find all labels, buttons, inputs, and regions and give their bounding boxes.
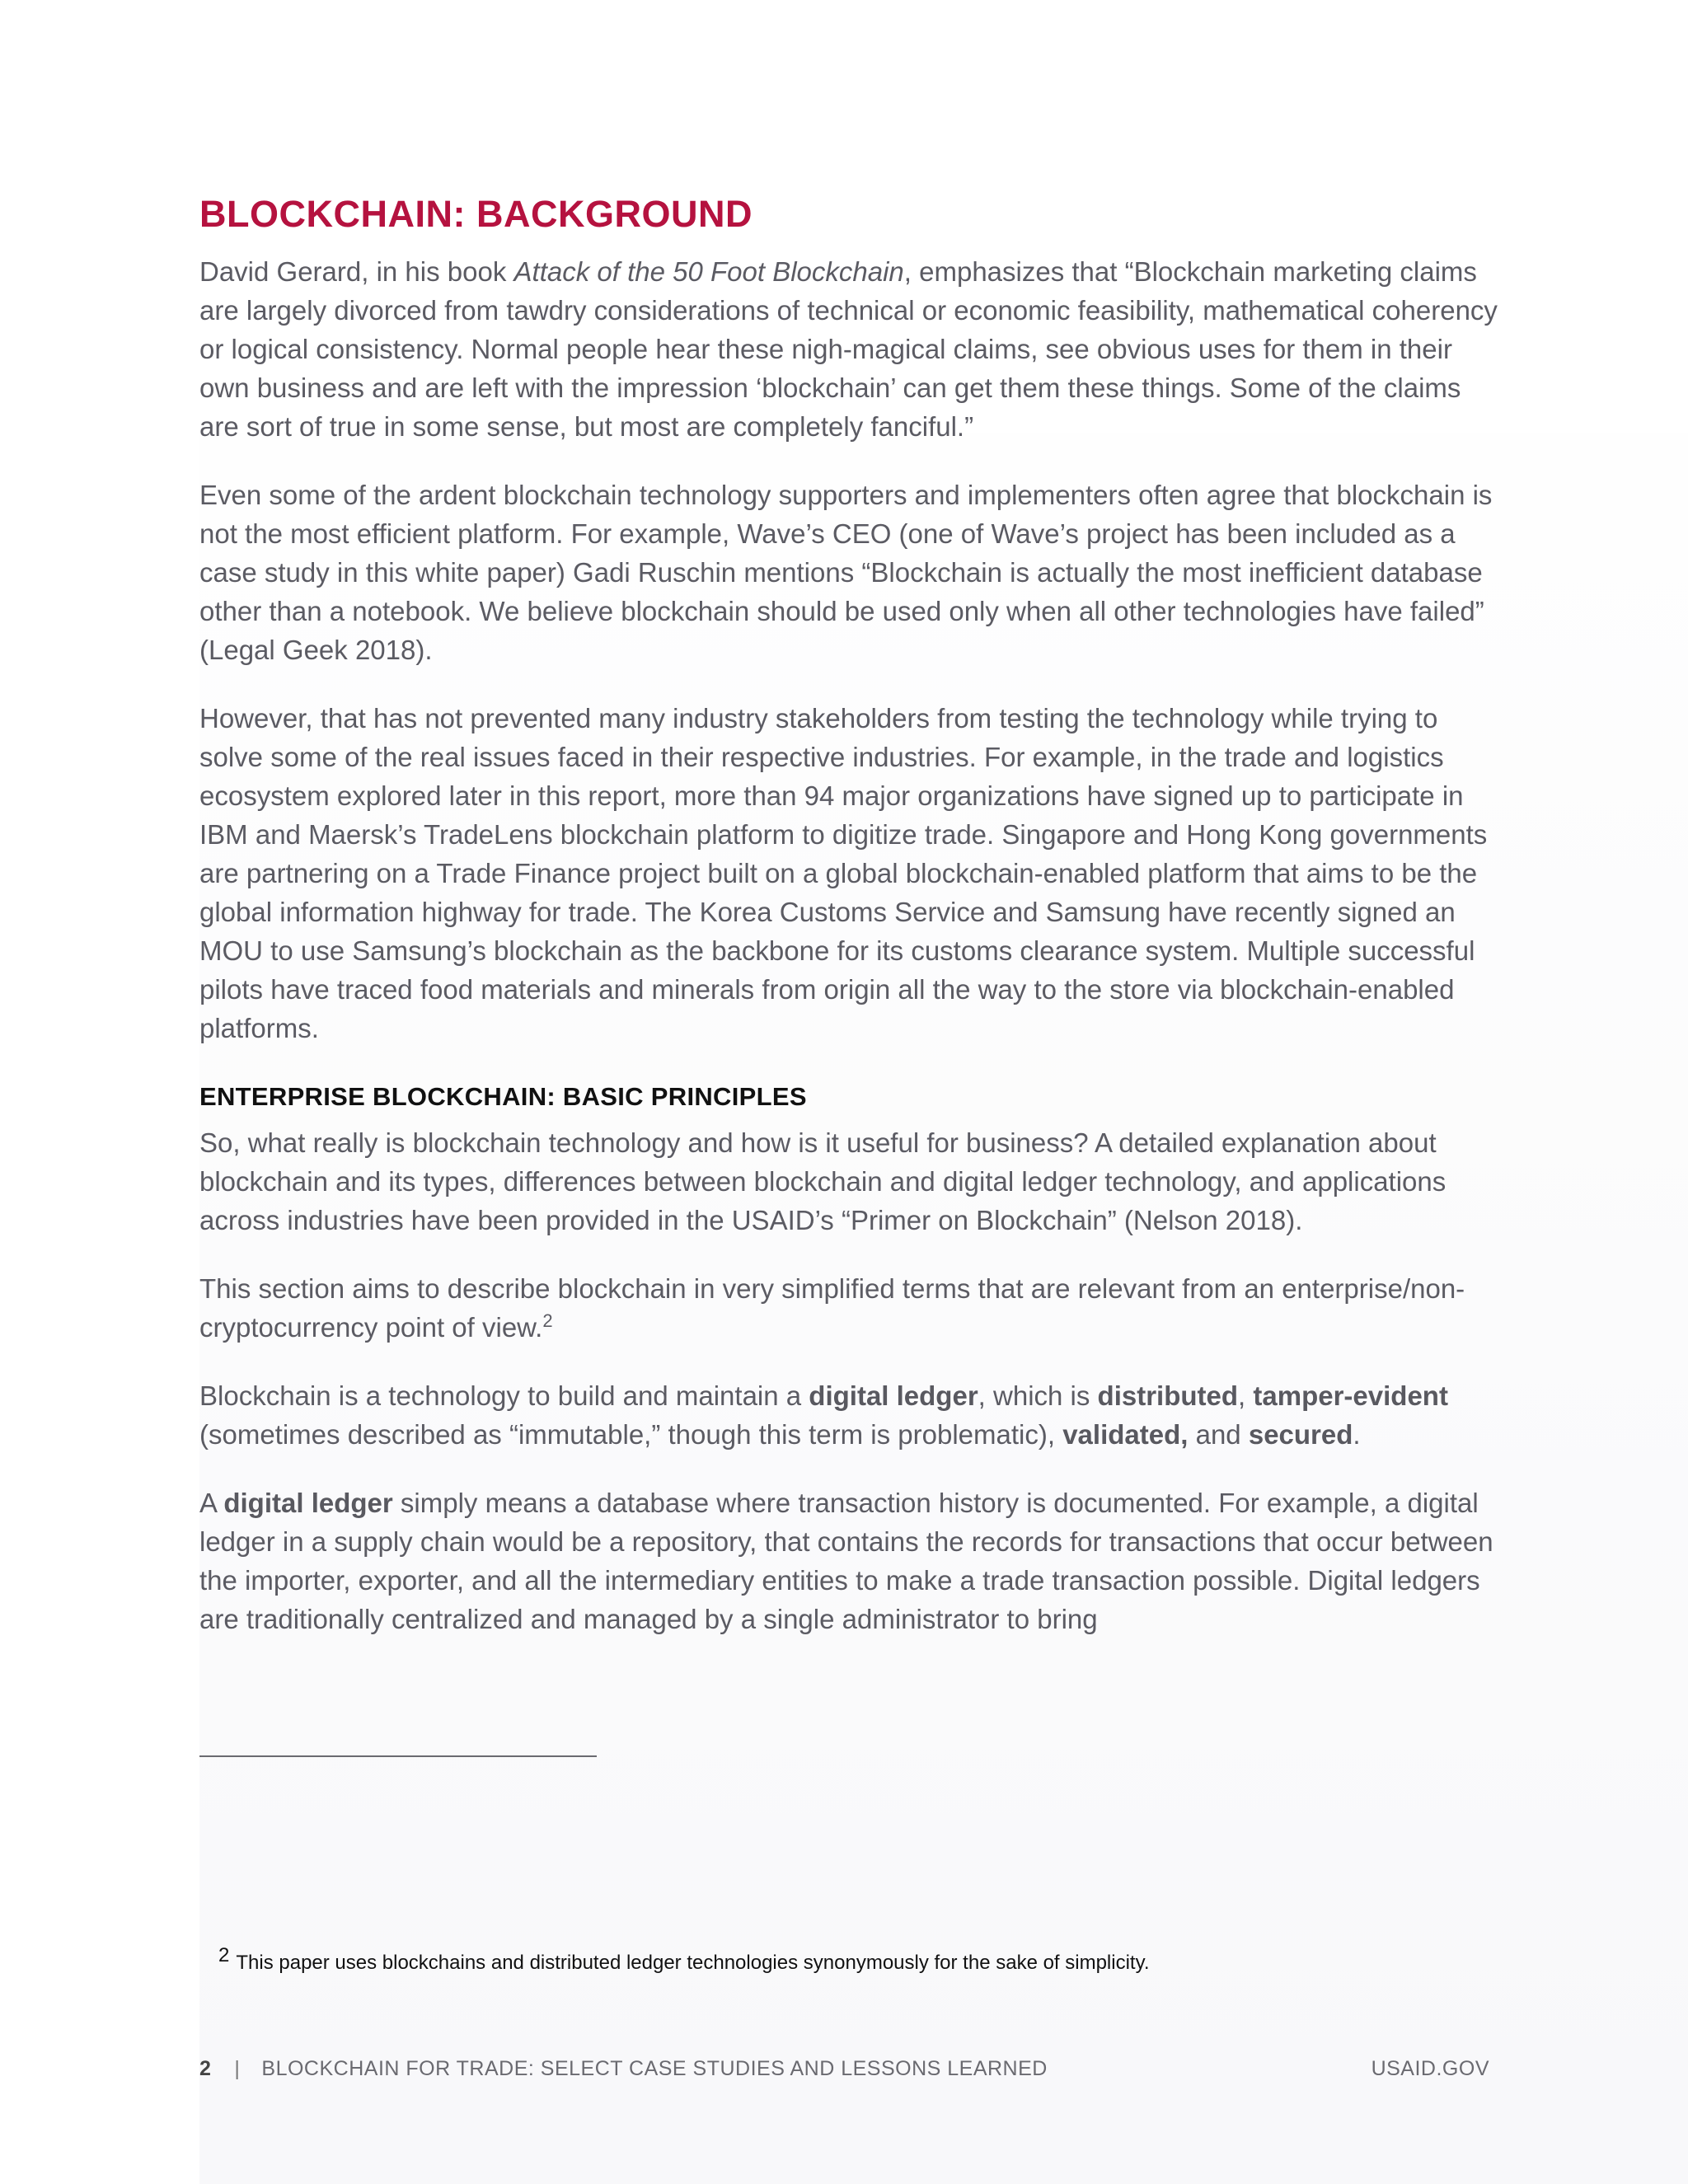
text-run: This section aims to describe blockchain in very simplified terms that are relevant from an enterprise/non-cryptocurrency point of view.	[199, 1273, 1465, 1343]
footnote	[218, 1944, 1150, 1977]
paragraph-gerard	[199, 252, 1502, 446]
text-run: simply means a database where transaction history is documented. For example, a digital ledger in a supply chain would be a repository, that contains the records for transactions that occur between the importer, exporter, and all the intermediary entities to make a trade transaction possible. Digital ledgers are traditionally centralized and managed by a single administrator to bring	[199, 1488, 1493, 1634]
text-run: and	[1188, 1419, 1249, 1450]
footnote-text: This paper uses blockchains and distributed ledger technologies synonymously for the sake of simplicity.	[236, 1952, 1150, 1974]
section-heading: ENTERPRISE BLOCKCHAIN: BASIC PRINCIPLES	[199, 1082, 807, 1111]
page-footer	[199, 2057, 1489, 2081]
paragraph-definition	[199, 1376, 1502, 1454]
text-run: ,	[1238, 1380, 1254, 1411]
footer-site-link[interactable]: USAID.GOV	[1371, 2057, 1489, 2080]
text-run: , which is	[978, 1380, 1098, 1411]
paragraph-section-aim	[199, 1269, 1502, 1347]
text-run: A	[199, 1488, 224, 1518]
paragraph-primer: So, what really is blockchain technology and how is it useful for business? A detailed explanation about blockchain and its types, differences between blockchain and digital ledger technology, and applications across industries have been provided in the USAID’s “Primer on Blockchain” (Nelson 2018).	[199, 1127, 1447, 1235]
paragraph-digital-ledger	[199, 1483, 1502, 1638]
page-number: 2	[199, 2057, 212, 2080]
book-title: Attack of the 50 Foot Blockchain	[513, 256, 904, 287]
text-run: .	[1353, 1419, 1361, 1450]
page-title: BLOCKCHAIN: BACKGROUND	[199, 193, 753, 235]
footnote-reference[interactable]: 2	[542, 1310, 553, 1331]
text-run: David Gerard, in his book	[199, 256, 514, 287]
term-secured: secured	[1248, 1419, 1353, 1450]
term-tamper-evident: tamper-evident	[1253, 1380, 1448, 1411]
main-content	[199, 191, 1502, 1668]
text-run: , emphasizes that “Blockchain marketing claims are largely divorced from tawdry considerations of technical or economic feasibility, mathematical coherency or logical consistency. Normal people hear these nigh-magical claims, see obvious uses for them in their own business and are left with the impression ‘blockchain’ can get them these things. Some of the claims are sort of true in some sense, but most are completely fanciful.”	[199, 256, 1498, 442]
paragraph-efficiency: Even some of the ardent blockchain technology supporters and implementers often agree that blockchain is not the most efficient platform. For example, Wave’s CEO (one of Wave’s project has been included as a case study in this white paper) Gadi Ruschin mentions “Blockchain is actually the most inefficient database other than a notebook. We believe blockchain should be used only when all other technologies have failed” (Legal Geek 2018).	[199, 480, 1493, 665]
term-distributed: distributed	[1097, 1380, 1239, 1411]
paragraph-stakeholders: However, that has not prevented many industry stakeholders from testing the technology while trying to solve some of the real issues faced in their respective industries. For example, in the trade and logistics ecosystem explored later in this report, more than 94 major organizations have signed up to participate in IBM and Maersk’s TradeLens blockchain platform to digitize trade. Singapore and Hong Kong governments are partnering on a Trade Finance project built on a global blockchain-enabled platform that aims to be the global information highway for trade. The Korea Customs Service and Samsung have recently signed an MOU to use Samsung’s blockchain as the backbone for its customs clearance system. Multiple successful pilots have traced food materials and minerals from origin all the way to the store via blockchain-enabled platforms.	[199, 703, 1488, 1043]
term-digital-ledger: digital ledger	[809, 1380, 978, 1411]
term-validated: validated,	[1062, 1419, 1189, 1450]
text-run: (sometimes described as “immutable,” though this term is problematic),	[199, 1419, 1063, 1450]
footer-doc-title: BLOCKCHAIN FOR TRADE: SELECT CASE STUDIES AND LESSONS LEARNED	[261, 2057, 1048, 2080]
footnote-number: 2	[218, 1944, 230, 1966]
text-run: Blockchain is a technology to build and maintain a	[199, 1380, 809, 1411]
term-digital-ledger: digital ledger	[223, 1488, 393, 1518]
footnote-divider	[199, 1755, 597, 1757]
footer-separator: |	[234, 2057, 241, 2080]
